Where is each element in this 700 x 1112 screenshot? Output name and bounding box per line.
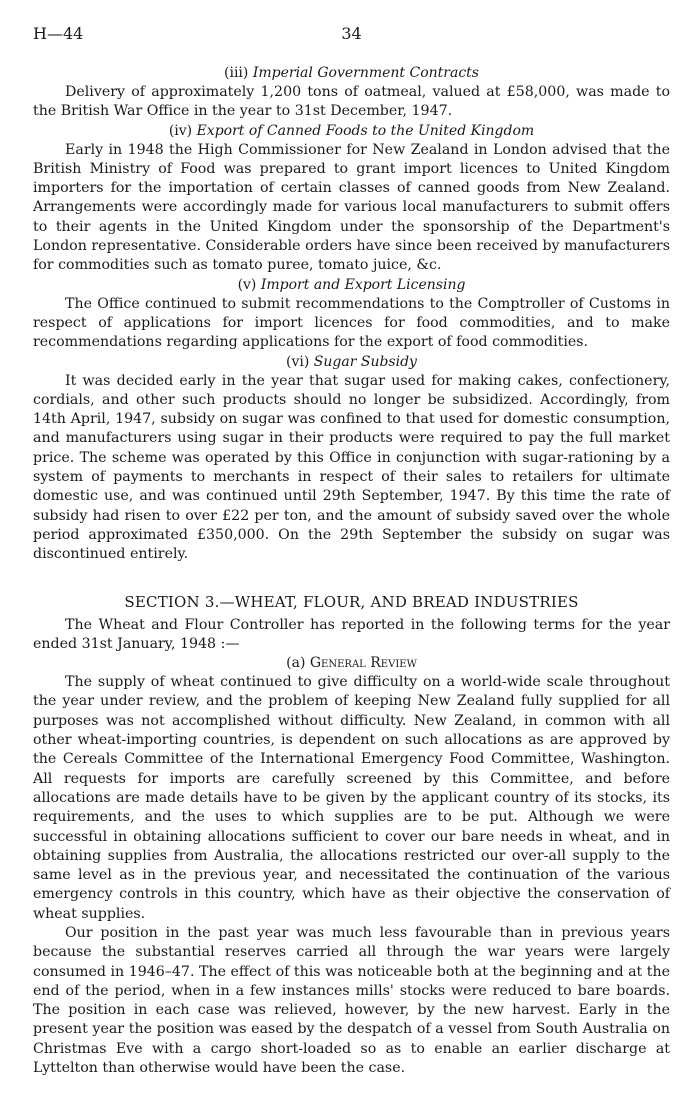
subsection-heading: [33, 122, 670, 141]
page-content: [33, 64, 670, 1078]
page-header: [33, 24, 670, 46]
paragraph: Early in 1948 the High Commissioner for New Zealand in London advised that the British Ministry of Food was prepared to grant import licences to United Kingdom importers for the importation of certain classes of canned goods from New Zealand. Arrangements were accordingly made for various local manufacturers to submit offers to their agents in the United Kingdom under the sponsorship of the Department's London representative. Considerable orders have since been received by manufacturers for commodities such as tomato puree, tomato juice, &c.: [33, 141, 670, 274]
subsection-title: Imperial Government Contracts: [252, 65, 479, 81]
section-intro: The Wheat and Flour Controller has reported in the following terms for the year ended 31st January, 1948 :—: [33, 616, 670, 652]
paragraph: The supply of wheat continued to give difficulty on a world-wide scale throughout the year under review, and the problem of keeping New Zealand fully supplied for all purposes was not accomplished without difficulty. New Zealand, in common with all other wheat-importing countries, is dependent on such allocations as are approved by the Cereals Committee of the International Emergency Food Committee, Washington. All requests for imports are carefully screened by this Committee, and before allocations are made details have to be given by the applicant country of its stocks, its requirements, and the uses to which supplies are to be put. Although we were successful in obtaining allocations sufficient to cover our bare needs in wheat, and in obtaining supplies from Australia, the allocations restricted our over-all supply to the same level as in the previous year, and necessitated the continuation of the various emergency controls in this country, which have as their objective the conservation of wheat supplies.: [33, 674, 670, 922]
paragraph: Delivery of approximately 1,200 tons of oatmeal, valued at £58,000, was made to the British War Office in the year to 31st December, 1947.: [33, 84, 670, 120]
paragraph: Our position in the past year was much less favourable than in previous years because the substantial reserves carried all through the war years were largely consumed in 1946–47. The effect of this was noticeable both at the beginning and at the end of the period, when in a few instances mills' stocks were reduced to bare boards. The position in each case was relieved, however, by the new harvest. Early in the present year the position was eased by the despatch of a vessel from South Australia on Christmas Eve with a cargo short-loaded so as to enable an earlier discharge at Lyttelton than otherwise would have been the case.: [33, 924, 670, 1077]
subsection-numeral: (a): [286, 655, 306, 672]
paragraph: It was decided early in the year that sugar used for making cakes, confectionery, cordials, and other such products should no longer be subsidized. Accordingly, from 14th April, 1947, subsidy on sugar was confined to that used for domestic consumption, and manufacturers using sugar in their products were required to pay the full market price. The scheme was operated by this Office in conjunction with sugar-rationing by a system of payments to merchants in respect of their sales to retailers for ultimate domestic use, and was continued until 29th September, 1947. By this time the rate of subsidy had risen to over £22 per ton, and the amount of subsidy saved over the whole period approximated £350,000. On the 29th September the subsidy on sugar was discontinued entirely.: [33, 372, 670, 563]
subsection-title: General Review: [309, 655, 417, 672]
subsection-heading: [33, 64, 670, 83]
subsection-numeral: (iv): [168, 122, 193, 139]
subsection-imperial-contracts: [33, 64, 670, 122]
subsection-heading: [33, 276, 670, 295]
subsection-numeral: (v): [237, 276, 257, 293]
section-3-wheat-flour-bread: [33, 593, 670, 1079]
subsection-import-export-licensing: [33, 276, 670, 353]
subsection-numeral: (vi): [286, 353, 310, 370]
paragraph: The Office continued to submit recommendations to the Comptroller of Customs in respect of applications for import licences for food commodities, and to make recommendations regarding applications for the export of food commodities.: [33, 295, 670, 351]
page-number: 34: [341, 24, 362, 43]
subsection-title: Sugar Subsidy: [313, 353, 417, 370]
subsection-heading: [33, 353, 670, 372]
subsection-heading: [33, 654, 670, 673]
subsection-sugar-subsidy: [33, 353, 670, 565]
subsection-numeral: (iii): [224, 65, 249, 81]
subsection-title: Export of Canned Foods to the United Kingdom: [196, 122, 535, 139]
document-reference: H—44: [33, 24, 84, 43]
subsection-export-canned-foods: [33, 122, 670, 276]
subsection-title: Import and Export Licensing: [260, 276, 466, 293]
section-heading: SECTION 3.—WHEAT, FLOUR, AND BREAD INDUSTRIES: [124, 592, 579, 611]
